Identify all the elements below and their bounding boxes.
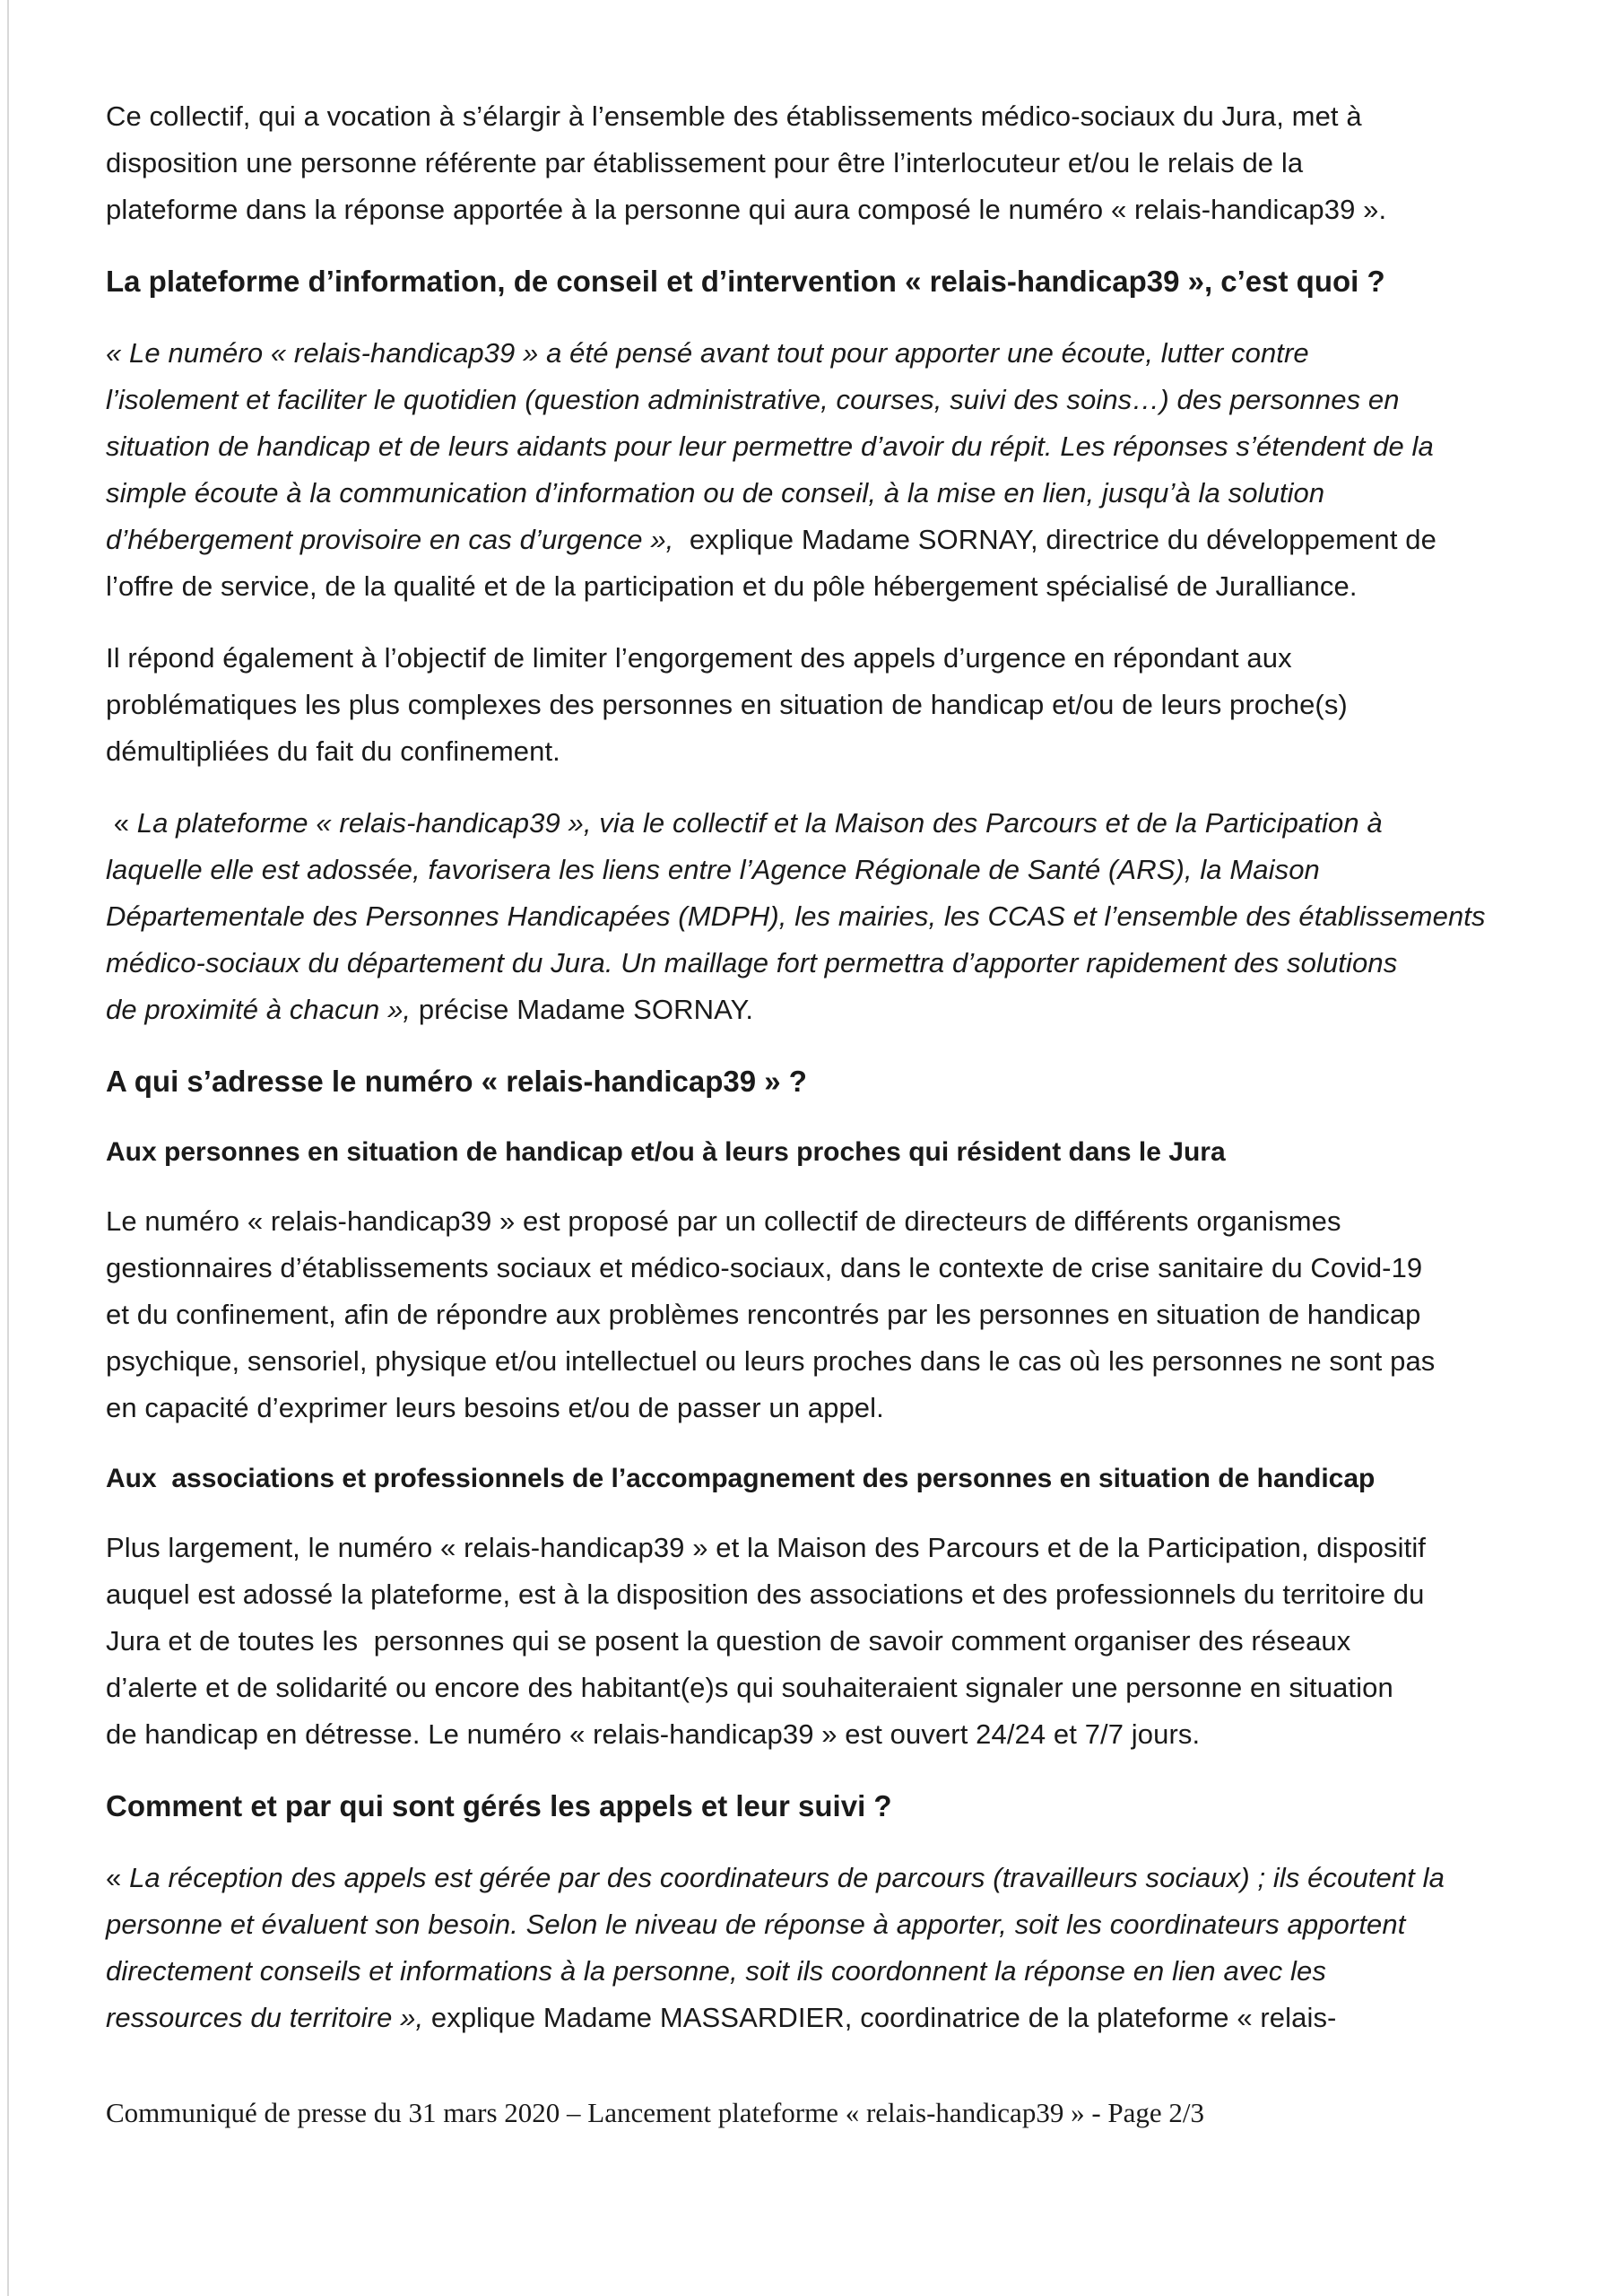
text-line: situation de handicap et de leurs aidants pour leur permettre d’avoir du répit. Les réponses s’étendent de la — [106, 430, 1434, 462]
text-line: Départementale des Personnes Handicapées (MDPH), les mairies, les CCAS et l’ensemble des établissements — [106, 900, 1486, 932]
text-line: « Le numéro « relais-handicap39 » a été pensé avant tout pour apporter une écoute, lutter contre — [106, 337, 1309, 369]
section-heading-plateforme: La plateforme d’information, de conseil et d’intervention « relais-handicap39 », c’est quoi ? — [106, 265, 1385, 298]
section-heading-comment: Comment et par qui sont gérés les appels et leur suivi ? — [106, 1789, 892, 1822]
paragraph-quote-sornay — [106, 330, 1533, 610]
page-footer: Communiqué de presse du 31 mars 2020 – Lancement plateforme « relais-handicap39 » - Page 2/3 — [106, 2097, 1205, 2128]
text-fragment: « — [106, 1862, 130, 1893]
text-line: gestionnaires d’établissements sociaux et médico-sociaux, dans le contexte de crise sanitaire du Covid-19 — [106, 1252, 1423, 1283]
text-line: en capacité d’exprimer leurs besoins et/ou de passer un appel. — [106, 1392, 884, 1423]
text-line: l’isolement et faciliter le quotidien (question administrative, courses, suivi des soins…) des personnes en — [106, 384, 1400, 415]
text-line: personne et évaluent son besoin. Selon le niveau de réponse à apporter, soit les coordinateurs apportent — [106, 1909, 1406, 1940]
text-line: l’offre de service, de la qualité et de la participation et du pôle hébergement spécialisé de Juralliance. — [106, 570, 1358, 602]
paragraph-collectif — [106, 93, 1533, 233]
text-line: de handicap en détresse. Le numéro « relais-handicap39 » est ouvert 24/24 et 7/7 jours. — [106, 1718, 1201, 1750]
text-line: démultipliées du fait du confinement. — [106, 735, 560, 767]
text-line: Plus largement, le numéro « relais-handicap39 » et la Maison des Parcours et de la Participation, dispositif — [106, 1532, 1427, 1563]
text-line: d’alerte et de solidarité ou encore des habitant(e)s qui souhaiteraient signaler une personne en situation — [106, 1672, 1393, 1703]
italic-fragment: d’hébergement provisoire en cas d’urgence », — [106, 524, 674, 555]
paragraph-objectif — [106, 635, 1533, 775]
text-fragment: précise Madame SORNAY. — [411, 994, 754, 1025]
italic-fragment: de proximité à chacun », — [106, 994, 412, 1025]
text-line: médico-sociaux du département du Jura. Un maillage fort permettra d’apporter rapidement des solutions — [106, 947, 1398, 978]
subheading-associations: Aux associations et professionnels de l’accompagnement des personnes en situation de handicap — [106, 1464, 1376, 1493]
italic-fragment: ressources du territoire », — [106, 2002, 424, 2033]
text-line — [106, 1855, 1533, 1901]
text-line — [106, 517, 1533, 563]
text-line: auquel est adossé la plateforme, est à la disposition des associations et des professionnels du territoire du — [106, 1578, 1425, 1610]
text-line: Ce collectif, qui a vocation à s’élargir à l’ensemble des établissements médico-sociaux du Jura, met à — [106, 100, 1362, 132]
text-line: disposition une personne référente par établissement pour être l’interlocuteur et/ou le relais de la — [106, 147, 1304, 178]
text-line: laquelle elle est adossée, favorisera les liens entre l’Agence Régionale de Santé (ARS), la Maison — [106, 854, 1320, 885]
text-line: problématiques les plus complexes des personnes en situation de handicap et/ou de leurs proche(s) — [106, 689, 1348, 720]
text-line — [106, 987, 1533, 1033]
text-line: Jura et de toutes les personnes qui se posent la question de savoir comment organiser des réseaux — [106, 1625, 1351, 1657]
text-fragment: « — [106, 807, 137, 839]
italic-fragment: La plateforme « relais-handicap39 », via le collectif et la Maison des Parcours et de la Participation à — [136, 807, 1383, 839]
text-line: Le numéro « relais-handicap39 » est proposé par un collectif de directeurs de différents organismes — [106, 1205, 1341, 1237]
paragraph-quote-liens — [106, 800, 1533, 1033]
text-line: et du confinement, afin de répondre aux problèmes rencontrés par les personnes en situation de handicap — [106, 1299, 1421, 1330]
subheading-personnes: Aux personnes en situation de handicap et/ou à leurs proches qui résident dans le Jura — [106, 1137, 1226, 1167]
paragraph-plus-largement — [106, 1525, 1533, 1758]
text-line: directement conseils et informations à la personne, soit ils coordonnent la réponse en lien avec les — [106, 1955, 1326, 1987]
text-fragment: explique Madame SORNAY, directrice du développement de — [673, 524, 1436, 555]
text-line — [106, 1995, 1533, 2041]
text-line — [106, 800, 1533, 847]
text-line: Il répond également à l’objectif de limiter l’engorgement des appels d’urgence en répondant aux — [106, 642, 1292, 674]
text-line: plateforme dans la réponse apportée à la personne qui aura composé le numéro « relais-handicap39 ». — [106, 194, 1387, 225]
section-heading-a-qui: A qui s’adresse le numéro « relais-handicap39 » ? — [106, 1065, 807, 1098]
italic-fragment: La réception des appels est gérée par des coordinateurs de parcours (travailleurs sociaux) ; ils écoutent la — [129, 1862, 1445, 1893]
paragraph-quote-massardier — [106, 1855, 1533, 2041]
text-fragment: explique Madame MASSARDIER, coordinatrice de la plateforme « relais- — [423, 2002, 1337, 2033]
text-line: psychique, sensoriel, physique et/ou intellectuel ou leurs proches dans le cas où les personnes ne sont pas — [106, 1345, 1436, 1377]
paragraph-propose — [106, 1198, 1533, 1431]
text-line: simple écoute à la communication d’information ou de conseil, à la mise en lien, jusqu’à la solution — [106, 477, 1325, 509]
